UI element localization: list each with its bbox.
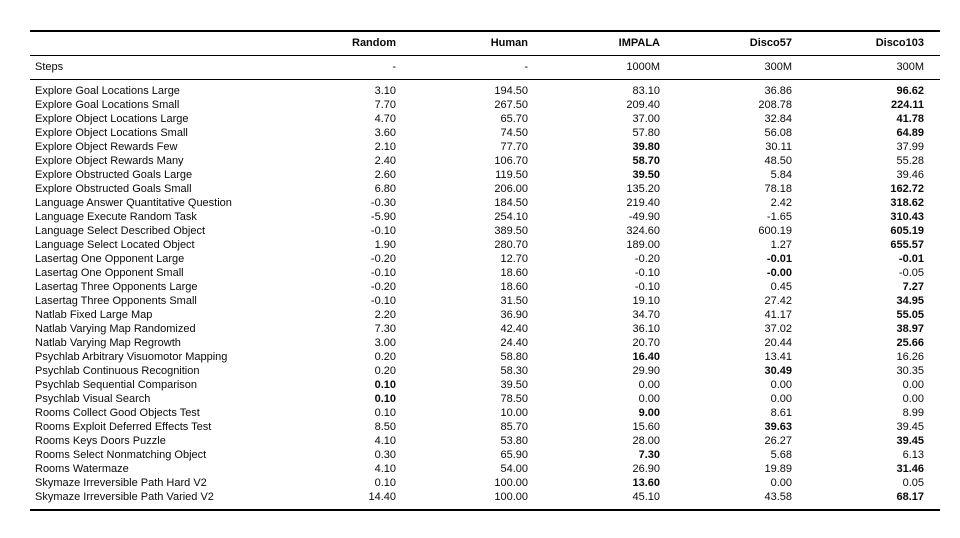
score-cell: 41.78 bbox=[896, 113, 924, 125]
task-row bbox=[30, 238, 940, 252]
score-cell: 54.00 bbox=[500, 463, 528, 475]
task-name: Rooms Exploit Deferred Effects Test bbox=[35, 421, 212, 433]
score-cell: 254.10 bbox=[494, 211, 528, 223]
task-column-header bbox=[30, 31, 280, 56]
score-cell: 3.10 bbox=[374, 85, 396, 97]
task-name: Psychlab Continuous Recognition bbox=[35, 365, 200, 377]
score-cell: 9.00 bbox=[638, 407, 660, 419]
score-cell: 36.10 bbox=[632, 323, 660, 335]
score-cell: 3.60 bbox=[374, 127, 396, 139]
task-name: Lasertag One Opponent Small bbox=[35, 267, 184, 279]
task-name: Lasertag One Opponent Large bbox=[35, 253, 185, 265]
score-cell: 2.40 bbox=[374, 155, 396, 167]
score-cell: 39.46 bbox=[896, 169, 924, 181]
score-cell: 8.99 bbox=[902, 407, 924, 419]
score-cell: 65.70 bbox=[500, 113, 528, 125]
score-cell: 53.80 bbox=[500, 435, 528, 447]
score-cell: 0.30 bbox=[374, 449, 396, 461]
score-cell: 0.10 bbox=[374, 477, 396, 489]
score-cell: 184.50 bbox=[494, 197, 528, 209]
score-cell: 1.27 bbox=[770, 239, 792, 251]
steps-value: 1000M bbox=[544, 56, 676, 80]
score-cell: 38.97 bbox=[896, 323, 924, 335]
score-cell: 56.08 bbox=[764, 127, 792, 139]
score-cell: 0.00 bbox=[770, 379, 792, 391]
score-cell: 1.90 bbox=[374, 239, 396, 251]
task-row bbox=[30, 210, 940, 224]
task-row bbox=[30, 266, 940, 280]
score-cell: 10.00 bbox=[500, 407, 528, 419]
score-cell: 13.60 bbox=[632, 477, 660, 489]
task-row bbox=[30, 364, 940, 378]
score-cell: 30.11 bbox=[765, 141, 792, 153]
score-cell: 55.05 bbox=[896, 309, 924, 321]
results-table bbox=[30, 30, 940, 511]
task-name: Rooms Collect Good Objects Test bbox=[35, 407, 200, 419]
score-cell: 4.10 bbox=[374, 435, 396, 447]
score-cell: -0.01 bbox=[766, 253, 792, 265]
score-cell: 36.90 bbox=[500, 309, 528, 321]
score-cell: 96.62 bbox=[896, 85, 924, 97]
score-cell: 0.45 bbox=[770, 281, 792, 293]
score-cell: 19.89 bbox=[764, 463, 792, 475]
score-cell: 14.40 bbox=[368, 491, 396, 503]
score-cell: 20.44 bbox=[764, 337, 792, 349]
score-cell: 106.70 bbox=[494, 155, 528, 167]
score-cell: 29.90 bbox=[632, 365, 660, 377]
score-cell: 208.78 bbox=[758, 99, 792, 111]
task-row bbox=[30, 182, 940, 196]
task-name: Explore Object Locations Small bbox=[35, 127, 188, 139]
score-cell: 85.70 bbox=[500, 421, 528, 433]
steps-row bbox=[30, 56, 940, 80]
score-cell: 26.90 bbox=[632, 463, 660, 475]
steps-value: 300M bbox=[676, 56, 808, 80]
task-name: Explore Object Rewards Many bbox=[35, 155, 184, 167]
score-cell: 6.13 bbox=[902, 449, 924, 461]
task-name: Language Select Described Object bbox=[35, 225, 205, 237]
score-cell: 162.72 bbox=[890, 183, 924, 195]
score-cell: 58.70 bbox=[632, 155, 660, 167]
score-cell: 3.00 bbox=[374, 337, 396, 349]
score-cell: 32.84 bbox=[764, 113, 792, 125]
task-row bbox=[30, 126, 940, 140]
score-cell: -0.01 bbox=[898, 253, 924, 265]
score-cell: 600.19 bbox=[758, 225, 792, 237]
score-cell: 0.00 bbox=[770, 393, 792, 405]
task-name: Natlab Fixed Large Map bbox=[35, 309, 153, 321]
score-cell: 78.50 bbox=[500, 393, 528, 405]
task-name: Skymaze Irreversible Path Hard V2 bbox=[35, 477, 207, 489]
score-cell: 31.46 bbox=[896, 463, 924, 475]
score-cell: 39.50 bbox=[632, 169, 660, 181]
score-cell: 8.61 bbox=[770, 407, 792, 419]
score-cell: 6.80 bbox=[374, 183, 396, 195]
score-cell: 267.50 bbox=[494, 99, 528, 111]
score-cell: 7.27 bbox=[902, 281, 924, 293]
score-cell: 39.63 bbox=[764, 421, 792, 433]
results-table-container bbox=[30, 30, 940, 511]
score-cell: 0.05 bbox=[902, 477, 924, 489]
score-cell: 310.43 bbox=[890, 211, 924, 223]
task-row bbox=[30, 490, 940, 510]
score-cell: -0.10 bbox=[370, 225, 396, 237]
score-cell: 655.57 bbox=[890, 239, 924, 251]
score-cell: 4.10 bbox=[374, 463, 396, 475]
model-column-header: Disco103 bbox=[808, 31, 940, 56]
score-cell: 0.00 bbox=[638, 379, 660, 391]
score-cell: 7.30 bbox=[638, 449, 660, 461]
task-row bbox=[30, 224, 940, 238]
score-cell: 30.49 bbox=[764, 365, 792, 377]
task-name: Explore Obstructed Goals Large bbox=[35, 169, 193, 181]
steps-value: - bbox=[280, 56, 412, 80]
score-cell: 34.95 bbox=[896, 295, 924, 307]
score-cell: 39.50 bbox=[500, 379, 528, 391]
score-cell: 2.20 bbox=[374, 309, 396, 321]
score-cell: 2.42 bbox=[770, 197, 792, 209]
score-cell: -0.20 bbox=[370, 253, 396, 265]
task-name: Natlab Varying Map Regrowth bbox=[35, 337, 181, 349]
steps-value: 300M bbox=[808, 56, 940, 80]
score-cell: 30.35 bbox=[896, 365, 924, 377]
score-cell: -1.65 bbox=[766, 211, 792, 223]
task-name: Explore Obstructed Goals Small bbox=[35, 183, 192, 195]
model-column-header: IMPALA bbox=[544, 31, 676, 56]
score-cell: 16.26 bbox=[896, 351, 924, 363]
score-cell: 55.28 bbox=[896, 155, 924, 167]
score-cell: 83.10 bbox=[632, 85, 660, 97]
score-cell: 48.50 bbox=[764, 155, 792, 167]
score-cell: 65.90 bbox=[500, 449, 528, 461]
task-row bbox=[30, 378, 940, 392]
score-cell: 206.00 bbox=[494, 183, 528, 195]
model-column-header: Disco57 bbox=[676, 31, 808, 56]
task-row bbox=[30, 462, 940, 476]
score-cell: 36.86 bbox=[764, 85, 792, 97]
task-row bbox=[30, 154, 940, 168]
task-name: Psychlab Visual Search bbox=[35, 393, 151, 405]
score-cell: 57.80 bbox=[632, 127, 660, 139]
score-cell: 15.60 bbox=[632, 421, 660, 433]
score-cell: -0.30 bbox=[370, 197, 396, 209]
score-cell: 189.00 bbox=[626, 239, 660, 251]
task-name: Explore Object Locations Large bbox=[35, 113, 189, 125]
score-cell: 0.00 bbox=[770, 477, 792, 489]
score-cell: 58.30 bbox=[500, 365, 528, 377]
score-cell: 5.68 bbox=[770, 449, 792, 461]
score-cell: 13.41 bbox=[764, 351, 792, 363]
score-cell: 119.50 bbox=[495, 169, 528, 181]
score-cell: 68.17 bbox=[896, 491, 924, 503]
score-cell: 4.70 bbox=[374, 113, 396, 125]
score-cell: 74.50 bbox=[500, 127, 528, 139]
task-row bbox=[30, 434, 940, 448]
model-column-header: Random bbox=[280, 31, 412, 56]
task-row bbox=[30, 308, 940, 322]
score-cell: 224.11 bbox=[890, 99, 924, 111]
score-cell: 39.80 bbox=[632, 141, 660, 153]
score-cell: 0.10 bbox=[374, 393, 396, 405]
task-name: Lasertag Three Opponents Large bbox=[35, 281, 198, 293]
score-cell: 43.58 bbox=[764, 491, 792, 503]
score-cell: -0.10 bbox=[634, 267, 660, 279]
task-row bbox=[30, 280, 940, 294]
task-row bbox=[30, 406, 940, 420]
score-cell: 7.30 bbox=[374, 323, 396, 335]
score-cell: 31.50 bbox=[500, 295, 528, 307]
score-cell: 45.10 bbox=[632, 491, 660, 503]
task-row bbox=[30, 168, 940, 182]
score-cell: 24.40 bbox=[500, 337, 528, 349]
task-row bbox=[30, 322, 940, 336]
task-name: Psychlab Sequential Comparison bbox=[35, 379, 198, 391]
score-cell: 2.60 bbox=[374, 169, 396, 181]
task-row bbox=[30, 196, 940, 210]
score-cell: 5.84 bbox=[770, 169, 792, 181]
score-cell: 0.10 bbox=[374, 407, 396, 419]
score-cell: 37.00 bbox=[632, 113, 660, 125]
score-cell: 12.70 bbox=[500, 253, 528, 265]
score-cell: 219.40 bbox=[626, 197, 660, 209]
task-row bbox=[30, 252, 940, 266]
score-cell: 18.60 bbox=[500, 267, 528, 279]
task-name: Language Select Located Object bbox=[35, 239, 195, 251]
task-name: Explore Object Rewards Few bbox=[35, 141, 178, 153]
score-cell: 0.20 bbox=[374, 365, 396, 377]
score-cell: 0.20 bbox=[374, 351, 396, 363]
score-cell: 64.89 bbox=[896, 127, 924, 139]
score-cell: 0.00 bbox=[638, 393, 660, 405]
score-cell: 100.00 bbox=[494, 491, 528, 503]
score-cell: -0.10 bbox=[370, 267, 396, 279]
score-cell: 39.45 bbox=[896, 421, 924, 433]
header-row bbox=[30, 31, 940, 56]
score-cell: -5.90 bbox=[370, 211, 396, 223]
task-name: Rooms Watermaze bbox=[35, 463, 129, 475]
task-row bbox=[30, 448, 940, 462]
score-cell: 18.60 bbox=[500, 281, 528, 293]
score-cell: -0.00 bbox=[766, 267, 792, 279]
task-name: Language Answer Quantitative Question bbox=[35, 197, 232, 209]
score-cell: 25.66 bbox=[896, 337, 924, 349]
score-cell: 42.40 bbox=[500, 323, 528, 335]
score-cell: 37.99 bbox=[896, 141, 924, 153]
score-cell: 77.70 bbox=[500, 141, 528, 153]
score-cell: 28.00 bbox=[632, 435, 660, 447]
score-cell: 27.42 bbox=[764, 295, 792, 307]
score-cell: 41.17 bbox=[764, 309, 792, 321]
score-cell: 0.00 bbox=[902, 379, 924, 391]
score-cell: -0.05 bbox=[898, 267, 924, 279]
score-cell: 0.10 bbox=[374, 379, 396, 391]
task-row bbox=[30, 98, 940, 112]
model-column-header: Human bbox=[412, 31, 544, 56]
score-cell: -0.10 bbox=[634, 281, 660, 293]
score-cell: 209.40 bbox=[626, 99, 660, 111]
score-cell: 324.60 bbox=[626, 225, 660, 237]
task-row bbox=[30, 294, 940, 308]
score-cell: 19.10 bbox=[632, 295, 660, 307]
score-cell: 37.02 bbox=[764, 323, 792, 335]
score-cell: 100.00 bbox=[494, 477, 528, 489]
task-row bbox=[30, 336, 940, 350]
task-row bbox=[30, 80, 940, 99]
score-cell: -0.20 bbox=[370, 281, 396, 293]
score-cell: 318.62 bbox=[890, 197, 924, 209]
score-cell: 7.70 bbox=[374, 99, 396, 111]
task-row bbox=[30, 476, 940, 490]
task-name: Psychlab Arbitrary Visuomotor Mapping bbox=[35, 351, 228, 363]
score-cell: -0.10 bbox=[370, 295, 396, 307]
score-cell: 34.70 bbox=[632, 309, 660, 321]
task-name: Explore Goal Locations Large bbox=[35, 85, 180, 97]
task-row bbox=[30, 112, 940, 126]
score-cell: 389.50 bbox=[494, 225, 528, 237]
score-cell: 20.70 bbox=[632, 337, 660, 349]
score-cell: 8.50 bbox=[374, 421, 396, 433]
score-cell: -0.20 bbox=[634, 253, 660, 265]
task-row bbox=[30, 392, 940, 406]
score-cell: 39.45 bbox=[896, 435, 924, 447]
score-cell: 194.50 bbox=[494, 85, 528, 97]
steps-label: Steps bbox=[30, 56, 280, 80]
task-name: Language Execute Random Task bbox=[35, 211, 197, 223]
task-row bbox=[30, 140, 940, 154]
steps-value: - bbox=[412, 56, 544, 80]
score-cell: 26.27 bbox=[764, 435, 792, 447]
score-cell: 0.00 bbox=[902, 393, 924, 405]
score-cell: 135.20 bbox=[626, 183, 660, 195]
table-header bbox=[30, 31, 940, 80]
task-name: Natlab Varying Map Randomized bbox=[35, 323, 196, 335]
task-name: Explore Goal Locations Small bbox=[35, 99, 180, 111]
score-cell: 16.40 bbox=[632, 351, 660, 363]
task-name: Lasertag Three Opponents Small bbox=[35, 295, 197, 307]
score-cell: 58.80 bbox=[500, 351, 528, 363]
score-cell: 78.18 bbox=[764, 183, 792, 195]
task-name: Rooms Select Nonmatching Object bbox=[35, 449, 207, 461]
task-row bbox=[30, 420, 940, 434]
score-cell: 280.70 bbox=[494, 239, 528, 251]
task-name: Rooms Keys Doors Puzzle bbox=[35, 435, 166, 447]
score-cell: 605.19 bbox=[890, 225, 924, 237]
score-cell: 2.10 bbox=[374, 141, 396, 153]
task-name: Skymaze Irreversible Path Varied V2 bbox=[35, 491, 214, 503]
task-row bbox=[30, 350, 940, 364]
table-body bbox=[30, 80, 940, 511]
score-cell: -49.90 bbox=[628, 211, 660, 223]
